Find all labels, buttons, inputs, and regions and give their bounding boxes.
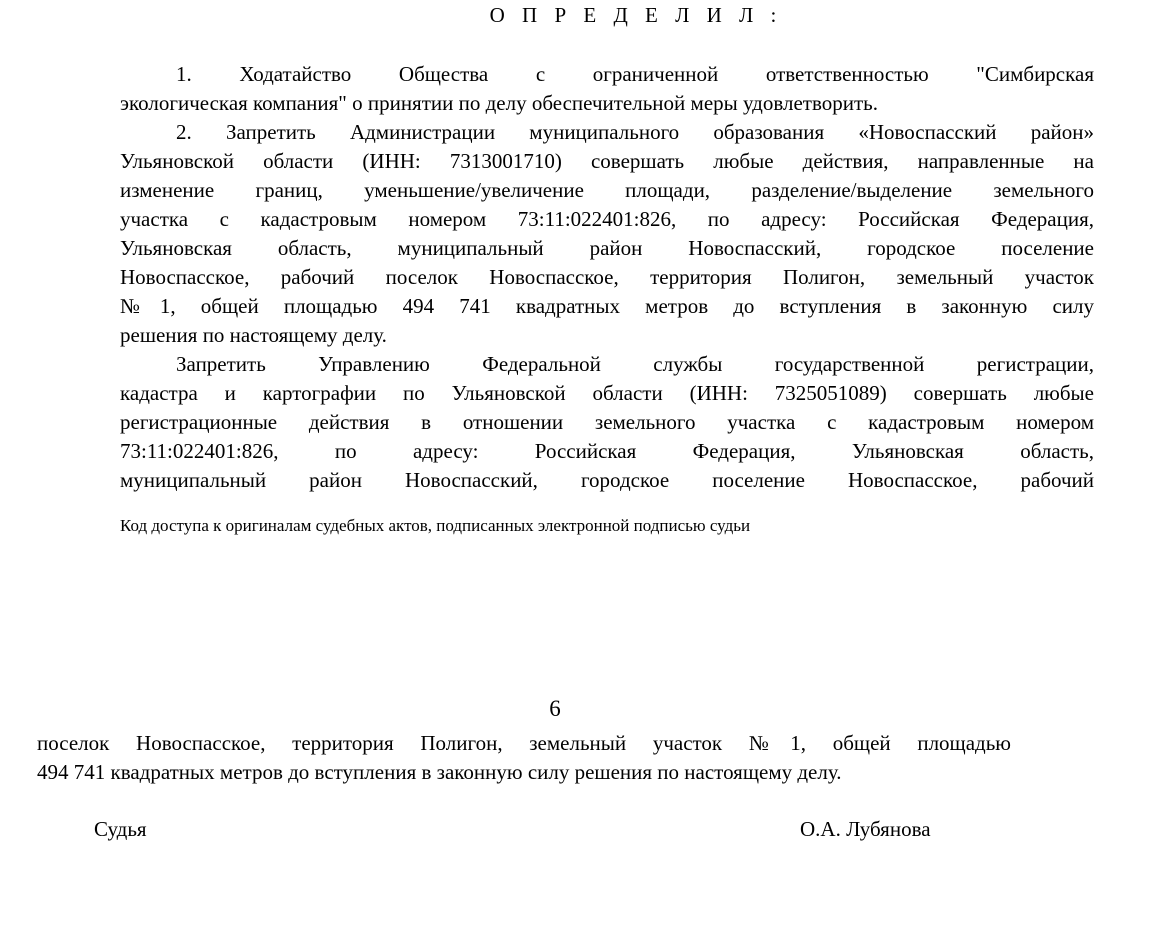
paragraph-line: Ульяновская область, муниципальный район Новоспасский, городское поселение	[120, 236, 1094, 260]
paragraph-line: 494 741 квадратных метров до вступления в законную силу решения по настоящему делу.	[37, 760, 842, 784]
ruling-body	[120, 60, 1094, 495]
paragraph-prohibit-administration	[120, 118, 1094, 350]
paragraph-line: Ульяновской области (ИНН: 7313001710) совершать любые действия, направленные на	[120, 149, 1094, 173]
paragraph-line: экологическая компания" о принятии по делу обеспечительной меры удовлетворить.	[120, 91, 878, 115]
page-number: 6	[549, 696, 561, 721]
paragraph-line: Новоспасское, рабочий поселок Новоспасское, территория Полигон, земельный участок	[120, 265, 1094, 289]
paragraph-line: 73:11:022401:826, по адресу: Российская Федерация, Ульяновская область,	[120, 439, 1094, 463]
paragraph-line: Запретить Управлению Федеральной службы государственной регистрации,	[176, 352, 1094, 376]
paragraph-line: участка с кадастровым номером 73:11:022401:826, по адресу: Российская Федерация,	[120, 207, 1094, 231]
paragraph-line: муниципальный район Новоспасский, городское поселение Новоспасское, рабочий	[120, 468, 1094, 492]
paragraph-prohibit-registry	[120, 350, 1094, 495]
access-code-note: Код доступа к оригиналам судебных актов, подписанных электронной подписью судьи	[120, 516, 751, 535]
paragraph-line: изменение границ, уменьшение/увеличение площади, разделение/выделение земельного	[120, 178, 1094, 202]
paragraph-line: 2. Запретить Администрации муниципального образования «Новоспасский район»	[176, 120, 1094, 144]
paragraph-line: решения по настоящему делу.	[120, 323, 387, 347]
paragraph-grant-motion	[120, 60, 1094, 118]
signature-name: О.А. Лубянова	[800, 817, 931, 841]
paragraph-line: поселок Новоспасское, территория Полигон, земельный участок №1, общей площадью	[37, 731, 1011, 755]
paragraph-line: регистрационные действия в отношении земельного участка с кадастровым номером	[120, 410, 1094, 434]
continuation-text	[37, 729, 1011, 787]
paragraph-line: №1, общей площадью 494 741 квадратных метров до вступления в законную силу	[120, 294, 1094, 318]
paragraph-line: кадастра и картографии по Ульяновской области (ИНН: 7325051089) совершать любые	[120, 381, 1094, 405]
signature-title: Судья	[94, 817, 147, 841]
paragraph-line: 1. Ходатайство Общества с ограниченной ответственностью "Симбирская	[176, 62, 1094, 86]
ruling-heading: О П Р Е Д Е Л И Л :	[489, 3, 783, 27]
